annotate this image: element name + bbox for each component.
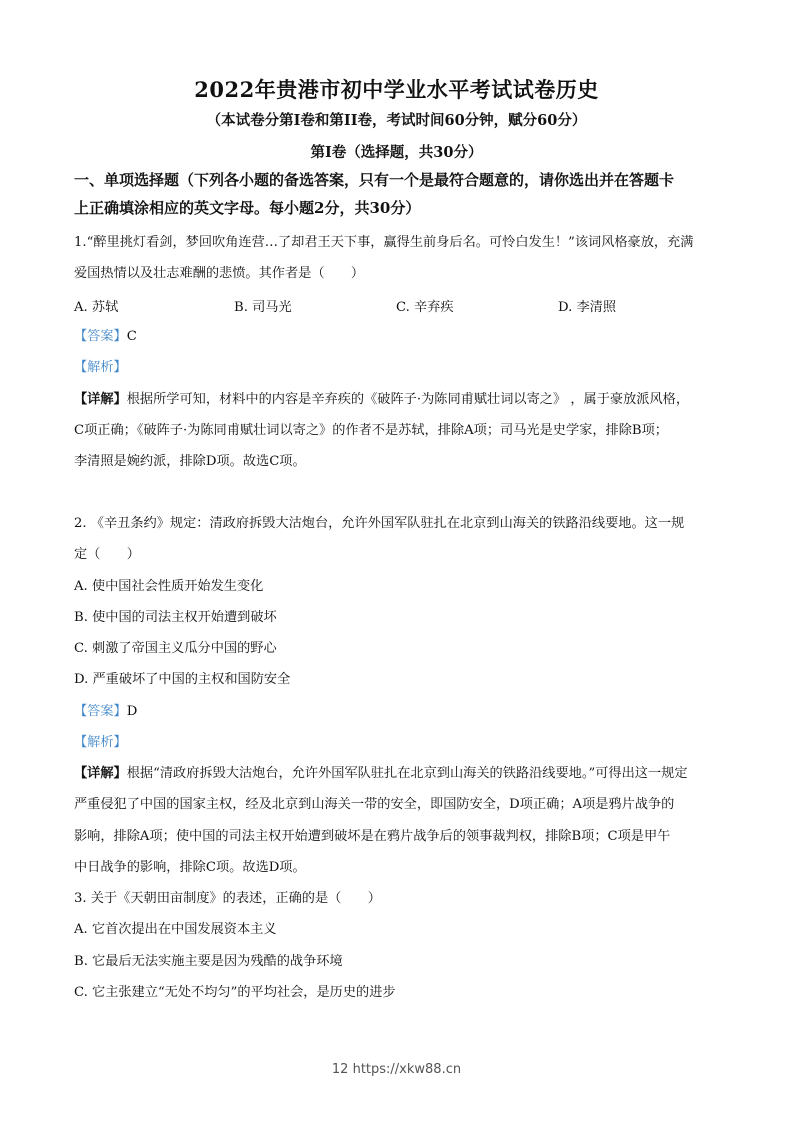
question-2-analysis-label: 【解析】 xyxy=(74,735,127,750)
question-1-stem-line-2: 爱国热情以及壮志难酬的悲愤。其作者是（ ） xyxy=(74,266,365,281)
question-2-detail-line-1 xyxy=(74,764,688,784)
answer-value: D xyxy=(126,704,138,719)
question-2-detail-line-4: 中日战争的影响，排除C项。故选D项。 xyxy=(74,860,306,875)
question-3-stem: 3. 关于《天朝田亩制度》的表述，正确的是（ ） xyxy=(74,891,381,906)
section-heading-line-2: 上正确填涂相应的英文字母。每小题2分，共30分） xyxy=(74,199,421,217)
section-heading-line-1: 一、单项选择题（下列各小题的备选答案，只有一个是最符合题意的，请你选出并在答题卡 xyxy=(74,171,675,189)
question-1-option-d: D. 李清照 xyxy=(558,300,617,315)
question-3-option-b: B. 它最后无法实施主要是因为残酷的战争环境 xyxy=(74,954,343,969)
page-title: 2022年贵港市初中学业水平考试试卷历史 xyxy=(194,77,599,102)
section-heading xyxy=(74,166,734,222)
question-2-option-d: D. 严重破坏了中国的主权和国防安全 xyxy=(74,672,291,687)
question-3-option-a: A. 它首次提出在中国发展资本主义 xyxy=(74,922,277,937)
question-1-detail-line-2: C项正确；《破阵子·为陈同甫赋壮词以寄之》的作者不是苏轼，排除A项；司马光是史学家，排除B项； xyxy=(74,423,668,438)
question-1-analysis-label: 【解析】 xyxy=(74,360,127,375)
question-1-detail-line-3: 李清照是婉约派，排除D项。故选C项。 xyxy=(74,454,306,469)
question-2-detail-line-2: 严重侵犯了中国的国家主权，经及北京到山海关一带的安全，即国防安全，D项正确；A项是鸦片战争的 xyxy=(74,797,675,812)
question-1-option-c: C. 辛弃疾 xyxy=(396,300,454,315)
question-1-option-a: A. 苏轼 xyxy=(74,300,119,315)
detail-label: 【详解】 xyxy=(74,766,127,781)
question-2-answer xyxy=(74,702,137,722)
question-1-stem-line-1: 1.“醉里挑灯看剑，梦回吹角连营…了却君王天下事，赢得生前身后名。可怜白发生！”该词风格豪放，充满 xyxy=(74,235,694,250)
question-2-detail-line-3: 影响，排除A项；使中国的司法主权开始遭到破坏是在鸦片战争后的领事裁判权，排除B项；C项是甲午 xyxy=(74,829,671,844)
question-2-option-c: C. 刺激了帝国主义瓜分中国的野心 xyxy=(74,641,277,656)
question-2-stem-line-1: 2. 《辛丑条约》规定：清政府拆毁大沽炮台，允许外国军队驻扎在北京到山海关的铁路沿线要地。这一规 xyxy=(74,516,685,531)
detail-text: 根据所学可知，材料中的内容是辛弃疾的《破阵子·为陈同甫赋壮词以寄之》 ，属于豪放派风格， xyxy=(126,392,690,407)
question-2-option-b: B. 使中国的司法主权开始遭到破坏 xyxy=(74,610,277,625)
answer-value: C xyxy=(126,329,137,344)
question-1-answer xyxy=(74,327,137,347)
answer-label: 【答案】 xyxy=(74,704,127,719)
question-1-detail-line-1 xyxy=(74,390,689,410)
question-3-option-c: C. 它主张建立“无处不均匀”的平均社会，是历史的进步 xyxy=(74,985,396,1000)
question-1-option-b: B. 司马光 xyxy=(234,300,292,315)
answer-label: 【答案】 xyxy=(74,329,127,344)
detail-label: 【详解】 xyxy=(74,392,127,407)
question-2-stem-line-2: 定（ ） xyxy=(74,547,140,562)
detail-text: 根据“清政府拆毁大沽炮台，允许外国军队驻扎在北京到山海关的铁路沿线要地。”可得出这一规定 xyxy=(126,766,688,781)
page-footer: 12 https://xkw88.cn xyxy=(331,1062,462,1077)
part-heading: 第I卷（选择题，共30分） xyxy=(310,144,483,161)
question-2-option-a: A. 使中国社会性质开始发生变化 xyxy=(74,579,264,594)
exam-info: （本试卷分第I卷和第II卷，考试时间60分钟，赋分60分） xyxy=(206,112,587,129)
